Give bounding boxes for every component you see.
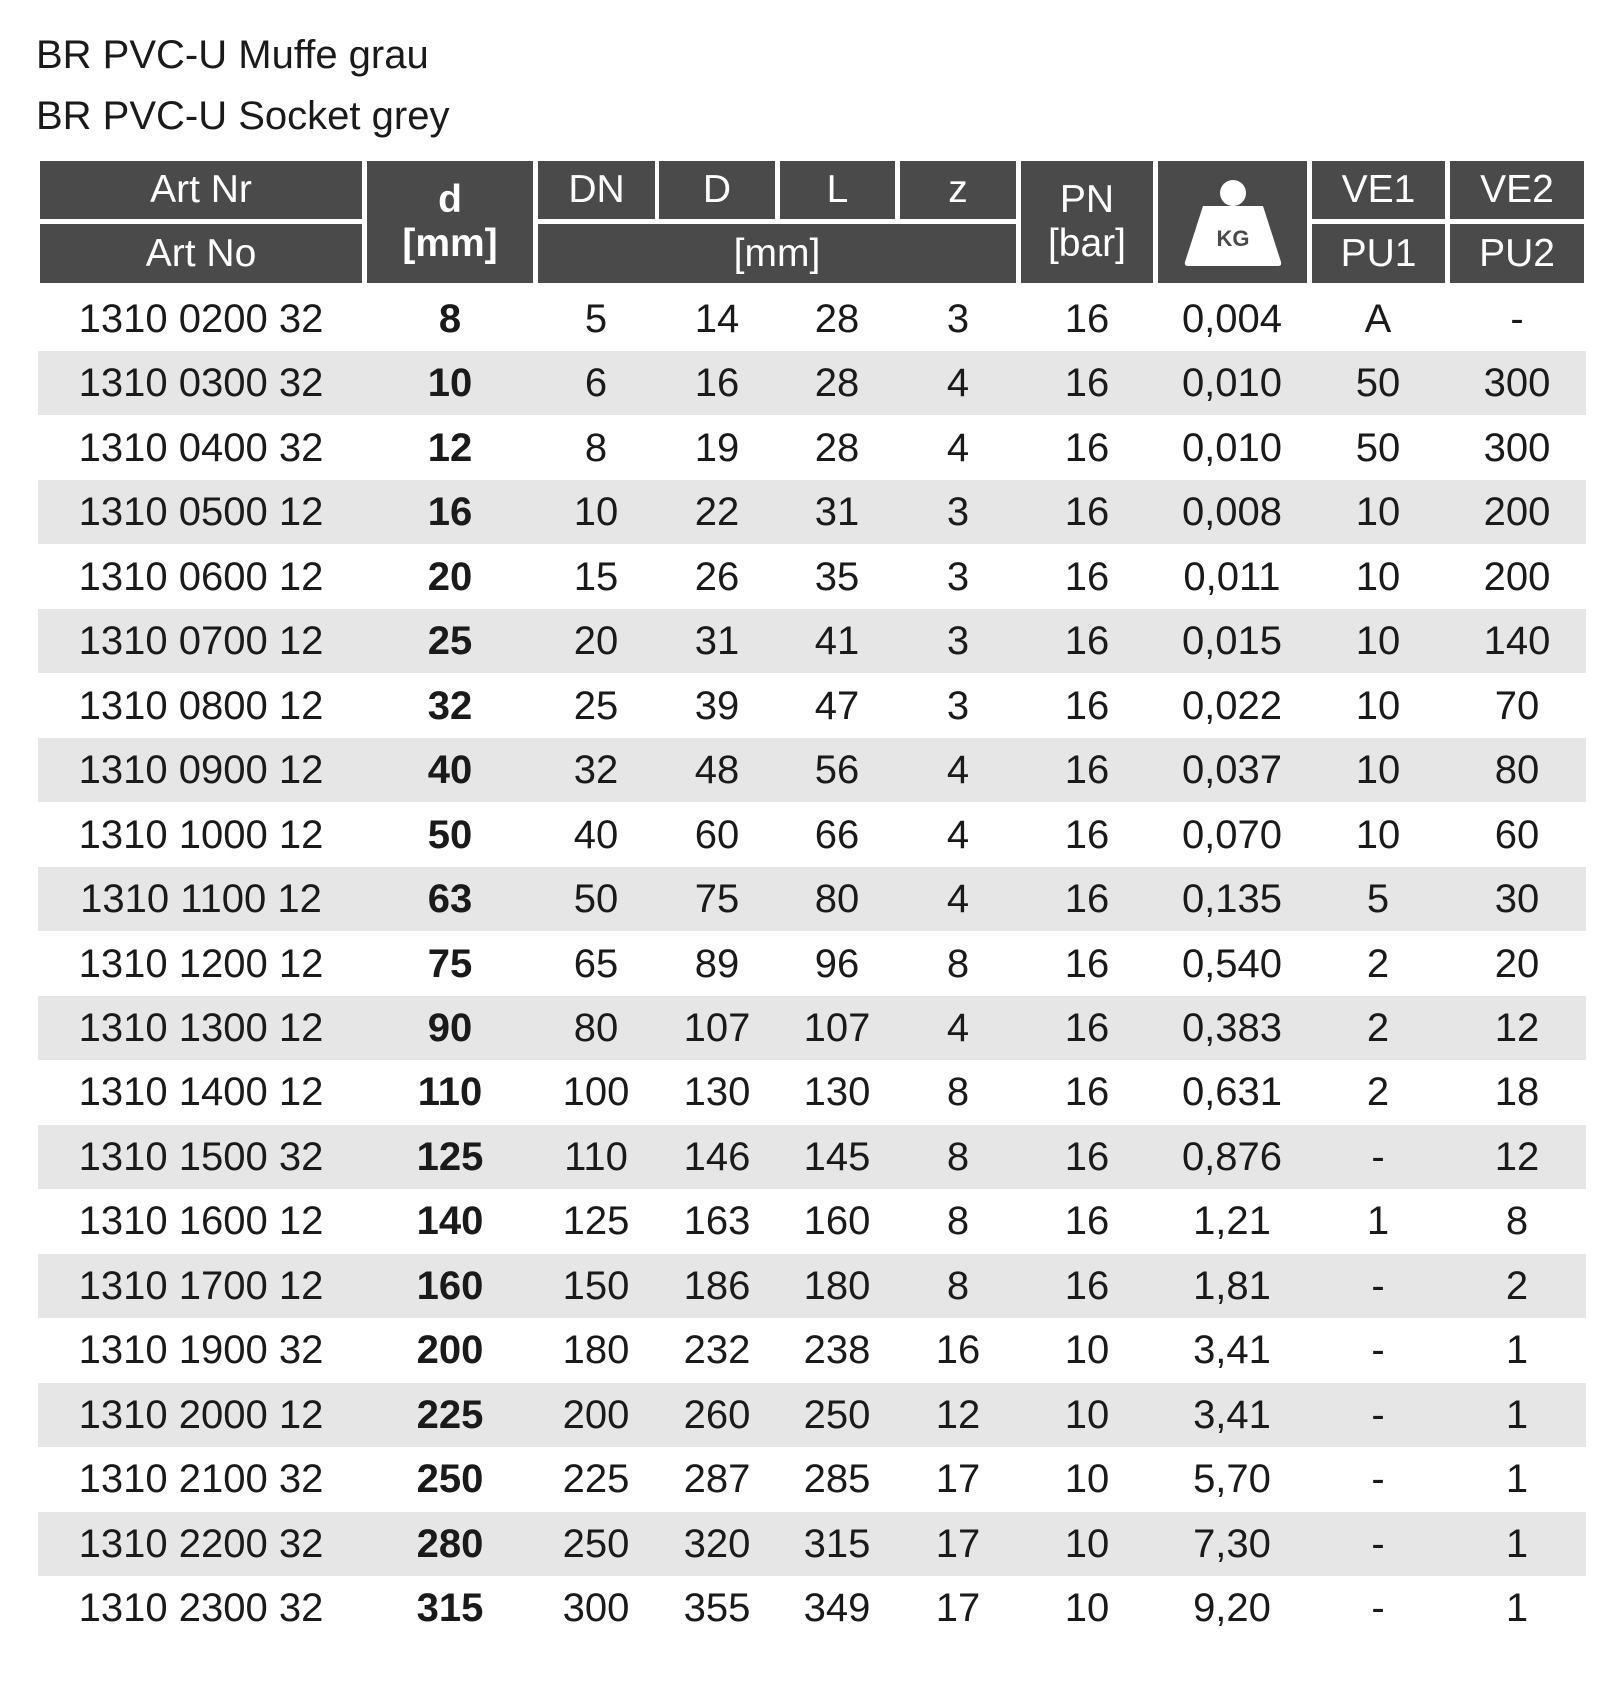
D-cell: 320 (683, 1521, 751, 1566)
d-cell: 110 (417, 1070, 483, 1115)
ve2-cell: 1 (1505, 1328, 1529, 1373)
ve1-cell: 10 (1355, 619, 1401, 664)
ve1-cell: 1 (1366, 1199, 1390, 1244)
weight-icon-label: KG (1216, 226, 1249, 251)
ve1-cell: 2 (1366, 1070, 1390, 1115)
L-cell: 28 (814, 297, 860, 341)
ve1-cell: - (1371, 1263, 1385, 1308)
weight-cell: 0,070 (1181, 812, 1283, 857)
ve2-cell: 1 (1505, 1521, 1529, 1566)
ve1-cell: - (1371, 1586, 1385, 1630)
weight-cell: 0,540 (1181, 941, 1283, 986)
art-nr-cell: 1310 1700 12 (78, 1263, 324, 1308)
ve2-cell: 70 (1494, 683, 1540, 728)
pn-cell: 10 (1064, 1328, 1110, 1373)
table-row (38, 674, 1586, 738)
dn-cell: 300 (562, 1586, 630, 1630)
d-cell: 8 (438, 297, 462, 341)
ve1-cell: 50 (1355, 425, 1401, 470)
pn-cell: 16 (1064, 1134, 1110, 1179)
pn-cell: 16 (1064, 361, 1110, 406)
L-cell: 28 (814, 361, 860, 406)
table-row (38, 932, 1586, 996)
z-cell: 3 (946, 683, 970, 728)
art-nr-cell: 1310 0500 12 (78, 490, 324, 535)
ve1-cell: - (1371, 1392, 1385, 1437)
table-row (38, 416, 1586, 480)
ve1-cell: 5 (1366, 877, 1390, 922)
z-cell: 17 (935, 1521, 981, 1566)
art-nr-cell: 1310 1100 12 (80, 877, 322, 922)
ve1-cell: 10 (1355, 748, 1401, 793)
header-pn-unit: [bar] (1047, 222, 1127, 265)
L-cell: 180 (803, 1263, 871, 1308)
D-cell: 19 (694, 425, 740, 470)
D-cell: 287 (683, 1457, 751, 1502)
z-cell: 17 (935, 1586, 981, 1630)
L-cell: 315 (803, 1521, 871, 1566)
z-cell: 4 (946, 877, 970, 922)
art-nr-cell: 1310 1000 12 (78, 812, 324, 857)
header-ve2: VE2 (1450, 161, 1584, 219)
L-cell: 31 (814, 490, 860, 535)
D-cell: 107 (683, 1005, 751, 1050)
L-cell: 41 (814, 619, 860, 664)
d-cell: 12 (427, 425, 473, 470)
d-cell: 315 (416, 1586, 484, 1630)
pn-cell: 16 (1064, 425, 1110, 470)
z-cell: 4 (946, 812, 970, 857)
d-cell: 10 (427, 361, 473, 406)
L-cell: 35 (814, 554, 860, 599)
D-cell: 89 (694, 941, 740, 986)
art-nr-cell: 1310 2000 12 (78, 1392, 324, 1437)
ve1-cell: 2 (1366, 1005, 1390, 1050)
ve2-cell: 1 (1505, 1457, 1529, 1502)
pn-cell: 10 (1064, 1586, 1110, 1630)
ve2-cell: 30 (1494, 877, 1540, 922)
ve1-cell: 10 (1355, 554, 1401, 599)
pn-cell: 16 (1064, 748, 1110, 793)
table-row (38, 867, 1586, 931)
d-cell: 75 (427, 941, 473, 986)
ve1-cell: 10 (1355, 490, 1401, 535)
art-nr-cell: 1310 2300 32 (78, 1586, 324, 1630)
table-row (38, 996, 1586, 1060)
D-cell: 39 (694, 683, 740, 728)
L-cell: 80 (814, 877, 860, 922)
page-subtitle: BR PVC-U Socket grey (36, 94, 450, 138)
weight-cell: 3,41 (1193, 1328, 1271, 1373)
table-row (38, 609, 1586, 673)
dn-cell: 150 (562, 1263, 630, 1308)
L-cell: 47 (814, 683, 860, 728)
table-row (38, 803, 1586, 867)
weight-cell: 3,41 (1193, 1392, 1271, 1437)
weight-cell: 0,876 (1181, 1134, 1283, 1179)
table-row (38, 1189, 1586, 1253)
pn-cell: 16 (1064, 554, 1110, 599)
L-cell: 28 (814, 425, 860, 470)
d-cell: 40 (427, 748, 473, 793)
ve2-cell: 80 (1494, 748, 1540, 793)
dn-cell: 250 (562, 1521, 630, 1566)
dn-cell: 5 (584, 297, 608, 341)
pn-cell: 16 (1064, 1005, 1110, 1050)
weight-cell: 7,30 (1193, 1521, 1271, 1566)
ve2-cell: 1 (1505, 1392, 1529, 1437)
table-row (38, 1125, 1586, 1189)
dn-cell: 20 (573, 619, 619, 664)
d-cell: 25 (427, 619, 473, 664)
z-cell: 8 (946, 1263, 970, 1308)
art-nr-cell: 1310 0300 32 (78, 361, 324, 406)
L-cell: 238 (803, 1328, 871, 1373)
header-pu2: PU2 (1450, 224, 1584, 283)
z-cell: 3 (946, 297, 970, 341)
ve1-cell: 10 (1355, 812, 1401, 857)
d-cell: 250 (416, 1457, 484, 1502)
dn-cell: 180 (562, 1328, 630, 1373)
D-cell: 16 (694, 361, 740, 406)
d-cell: 140 (416, 1199, 484, 1244)
ve1-cell: - (1371, 1328, 1385, 1373)
ve2-cell: 1 (1505, 1586, 1529, 1630)
L-cell: 349 (803, 1586, 871, 1630)
z-cell: 4 (946, 425, 970, 470)
ve1-cell: A (1364, 297, 1392, 341)
dn-cell: 200 (562, 1392, 630, 1437)
table-row (38, 1576, 1586, 1640)
D-cell: 146 (683, 1134, 751, 1179)
weight-cell: 0,015 (1181, 619, 1283, 664)
pn-cell: 10 (1064, 1392, 1110, 1437)
d-cell: 90 (427, 1005, 473, 1050)
ve1-cell: - (1371, 1521, 1385, 1566)
D-cell: 186 (683, 1263, 751, 1308)
dn-cell: 110 (564, 1134, 628, 1179)
header-D: D (659, 161, 775, 219)
weight-cell: 0,011 (1183, 554, 1281, 599)
art-nr-cell: 1310 0700 12 (78, 619, 324, 664)
header-pn (1021, 161, 1153, 283)
D-cell: 31 (694, 619, 740, 664)
weight-cell: 1,81 (1193, 1263, 1271, 1308)
weight-cell: 0,022 (1181, 683, 1283, 728)
dn-cell: 225 (562, 1457, 630, 1502)
ve2-cell: 18 (1494, 1070, 1540, 1115)
ve1-cell: - (1371, 1134, 1385, 1179)
ve2-cell: 2 (1505, 1263, 1529, 1308)
d-cell: 32 (427, 683, 473, 728)
table-row (38, 480, 1586, 544)
z-cell: 16 (935, 1328, 981, 1373)
d-cell: 200 (416, 1328, 484, 1373)
pn-cell: 10 (1064, 1457, 1110, 1502)
ve1-cell: - (1371, 1457, 1385, 1502)
art-nr-cell: 1310 1600 12 (78, 1199, 324, 1244)
D-cell: 60 (694, 812, 740, 857)
D-cell: 260 (683, 1392, 751, 1437)
art-nr-cell: 1310 1400 12 (78, 1070, 324, 1115)
weight-cell: 0,004 (1181, 297, 1283, 341)
z-cell: 3 (946, 554, 970, 599)
d-cell: 63 (427, 877, 473, 922)
header-art-nr: Art Nr (40, 161, 362, 219)
header-pn-label: PN (1059, 178, 1115, 221)
art-nr-cell: 1310 1200 12 (78, 941, 324, 986)
weight-cell: 0,037 (1181, 748, 1283, 793)
art-nr-cell: 1310 2200 32 (78, 1521, 324, 1566)
L-cell: 250 (803, 1392, 871, 1437)
dn-cell: 50 (573, 877, 619, 922)
weight-cell: 0,383 (1181, 1005, 1283, 1050)
z-cell: 8 (946, 1070, 970, 1115)
art-nr-cell: 1310 0800 12 (78, 683, 324, 728)
dn-cell: 125 (562, 1199, 630, 1244)
page-title: BR PVC-U Muffe grau (36, 33, 429, 77)
pn-cell: 16 (1064, 683, 1110, 728)
L-cell: 145 (803, 1134, 871, 1179)
L-cell: 96 (814, 941, 860, 986)
dn-cell: 32 (573, 748, 619, 793)
L-cell: 285 (803, 1457, 871, 1502)
ve2-cell: 300 (1483, 425, 1551, 470)
table-row (38, 1060, 1586, 1124)
dn-cell: 15 (573, 554, 619, 599)
d-cell: 160 (416, 1263, 484, 1308)
header-pu1: PU1 (1312, 224, 1445, 283)
z-cell: 4 (946, 748, 970, 793)
header-art-no: Art No (40, 224, 362, 283)
pn-cell: 16 (1064, 812, 1110, 857)
ve2-cell: 12 (1494, 1134, 1540, 1179)
ve1-cell: 2 (1366, 941, 1390, 986)
D-cell: 75 (694, 877, 740, 922)
d-cell: 280 (416, 1521, 484, 1566)
ve2-cell: 12 (1494, 1005, 1540, 1050)
weight-cell: 0,010 (1181, 361, 1283, 406)
z-cell: 3 (946, 619, 970, 664)
d-cell: 50 (427, 812, 473, 857)
weight-cell: 0,135 (1181, 877, 1283, 922)
D-cell: 130 (683, 1070, 751, 1115)
table-row (38, 738, 1586, 802)
art-nr-cell: 1310 0900 12 (78, 748, 324, 793)
weight-cell: 0,010 (1181, 425, 1283, 470)
pn-cell: 16 (1064, 1070, 1110, 1115)
L-cell: 66 (814, 812, 860, 857)
pn-cell: 16 (1064, 619, 1110, 664)
d-cell: 20 (427, 554, 473, 599)
pn-cell: 16 (1064, 877, 1110, 922)
ve2-cell: 140 (1483, 619, 1551, 664)
dn-cell: 25 (573, 683, 619, 728)
header-mm-unit: [mm] (538, 224, 1016, 283)
D-cell: 48 (694, 748, 740, 793)
ve1-cell: 10 (1355, 683, 1401, 728)
z-cell: 8 (946, 941, 970, 986)
ve2-cell: 200 (1483, 490, 1551, 535)
ve2-cell: 8 (1505, 1199, 1529, 1244)
z-cell: 17 (935, 1457, 981, 1502)
header-L: L (780, 161, 895, 219)
pn-cell: 16 (1064, 941, 1110, 986)
art-nr-cell: 1310 2100 32 (78, 1457, 324, 1502)
weight-cell: 0,008 (1181, 490, 1283, 535)
z-cell: 3 (946, 490, 970, 535)
ve2-cell: 60 (1494, 812, 1540, 857)
art-nr-cell: 1310 0600 12 (78, 554, 324, 599)
table-row (38, 545, 1586, 609)
L-cell: 130 (803, 1070, 871, 1115)
header-d-unit: [mm] (402, 222, 498, 265)
table-row (38, 1383, 1586, 1447)
D-cell: 232 (683, 1328, 751, 1373)
pn-cell: 16 (1064, 490, 1110, 535)
dn-cell: 6 (584, 361, 608, 406)
L-cell: 160 (803, 1199, 871, 1244)
pn-cell: 10 (1064, 1521, 1110, 1566)
D-cell: 26 (694, 554, 740, 599)
dn-cell: 10 (573, 490, 619, 535)
weight-cell: 5,70 (1193, 1457, 1271, 1502)
d-cell: 16 (427, 490, 473, 535)
dn-cell: 40 (573, 812, 619, 857)
art-nr-cell: 1310 1300 12 (78, 1005, 324, 1050)
dn-cell: 65 (573, 941, 619, 986)
art-nr-cell: 1310 1900 32 (78, 1328, 324, 1373)
header-d (367, 161, 533, 283)
D-cell: 22 (694, 490, 740, 535)
L-cell: 107 (803, 1005, 871, 1050)
dn-cell: 8 (584, 425, 608, 470)
z-cell: 4 (946, 361, 970, 406)
dn-cell: 100 (562, 1070, 630, 1115)
header-d-label: d (438, 178, 462, 221)
table-row (38, 1512, 1586, 1576)
table-row (38, 1447, 1586, 1511)
dn-cell: 80 (573, 1005, 619, 1050)
d-cell: 125 (416, 1134, 484, 1179)
D-cell: 355 (683, 1586, 751, 1630)
weight-cell: 0,631 (1181, 1070, 1283, 1115)
weight-cell: 1,21 (1193, 1199, 1271, 1244)
art-nr-cell: 1310 0400 32 (78, 425, 324, 470)
art-nr-cell: 1310 1500 32 (78, 1134, 324, 1179)
ve2-cell: 200 (1483, 554, 1551, 599)
D-cell: 163 (683, 1199, 751, 1244)
ve2-cell: 20 (1494, 941, 1540, 986)
weight-cell: 9,20 (1193, 1586, 1271, 1630)
header-z: z (900, 161, 1016, 219)
L-cell: 56 (814, 748, 860, 793)
ve1-cell: 50 (1355, 361, 1401, 406)
ve2-cell: - (1510, 297, 1524, 341)
z-cell: 4 (946, 1005, 970, 1050)
header-ve1: VE1 (1312, 161, 1445, 219)
table-row (38, 1254, 1586, 1318)
header-weight (1158, 161, 1307, 283)
d-cell: 225 (416, 1392, 484, 1437)
D-cell: 14 (694, 297, 740, 341)
ve2-cell: 300 (1483, 361, 1551, 406)
pn-cell: 16 (1064, 1199, 1110, 1244)
z-cell: 8 (946, 1199, 970, 1244)
z-cell: 12 (935, 1392, 981, 1437)
pn-cell: 16 (1064, 297, 1110, 341)
z-cell: 8 (946, 1134, 970, 1179)
table-row (38, 351, 1586, 415)
weight-icon (1181, 176, 1285, 268)
header-dn: DN (538, 161, 655, 219)
pn-cell: 16 (1064, 1263, 1110, 1308)
table-row (38, 1318, 1586, 1382)
table-row (38, 287, 1586, 351)
art-nr-cell: 1310 0200 32 (78, 297, 324, 341)
